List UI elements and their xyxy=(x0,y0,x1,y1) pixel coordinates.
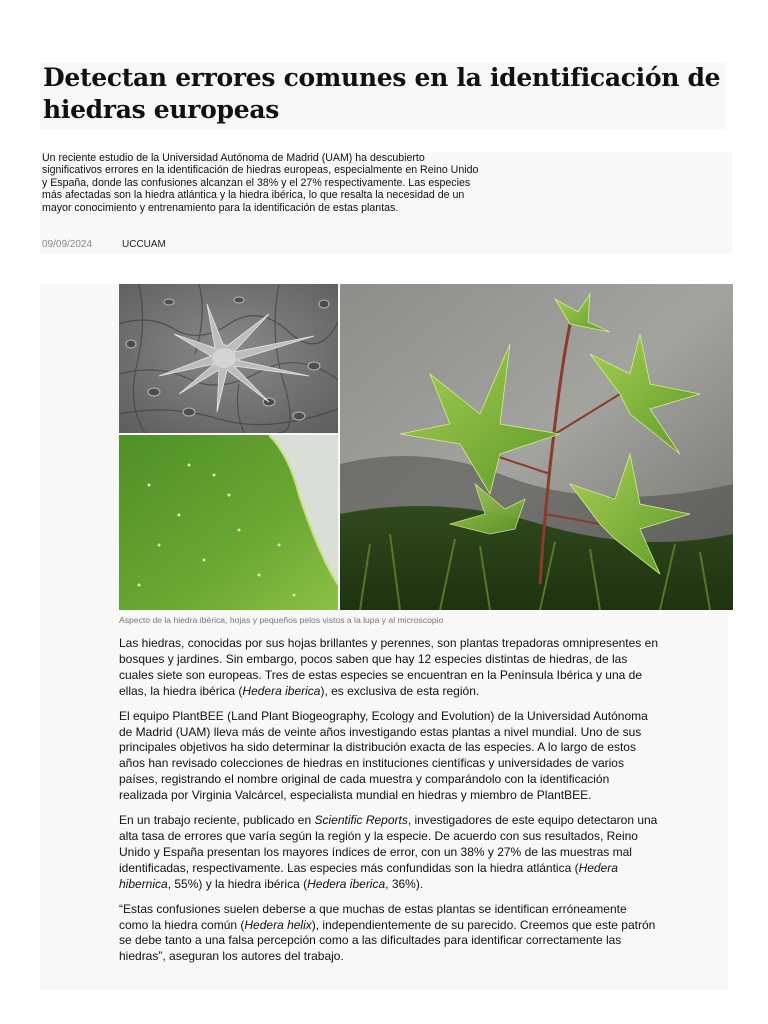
lead-block xyxy=(40,152,732,254)
ivy-plant-image xyxy=(340,284,733,610)
article-title: Detectan errores comunes en la identificación de hiedras europeas xyxy=(43,63,721,124)
article-text xyxy=(119,636,659,974)
article-lead: Un reciente estudio de la Universidad Autónoma de Madrid (UAM) ha descubierto significativos errores en la identificación de hiedras europeas, especialmente en Reino Unido y España, donde las confusiones alcanzan el 38% y el 27% respectivamente. Las especies más afectadas son la hiedra atlántica y la hiedra ibérica, lo que resalta la necesidad de un mayor conocimiento y entrenamiento para la identificación de estas plantas. xyxy=(42,152,479,214)
title-block xyxy=(40,62,726,130)
article-meta xyxy=(42,239,166,250)
leaf-closeup-image xyxy=(119,435,338,610)
article-figure xyxy=(119,284,733,610)
publish-date: 09/09/2024 xyxy=(42,239,93,250)
paragraph: En un trabajo reciente, publicado en Scientific Reports, investigadores de este equipo detectaron una alta tasa de errores que varía según la región y la especie. De acuerdo con sus resultados, Reino Unido y España presentan los mayores índices de error, con un 38% y 27% de las muestras mal identificadas, respectivamente. Las especies más confundidas son la hiedra atlántica (Hedera hibernica, 55%) y la hiedra ibérica (Hedera iberica, 36%). xyxy=(119,813,658,891)
paragraph: “Estas confusiones suelen deberse a que muchas de estas plantas se identifican erróneamente como la hiedra común (Hedera helix), independientemente de su parecido. Creemos que este patrón se debe tanto a una falsa percepción como a las dificultades para identificar correctamente las hiedras”, aseguran los autores del trabajo. xyxy=(119,901,656,964)
figure-caption: Aspecto de la hiedra ibérica, hojas y pequeños pelos vistos a la lupa y al microscopio xyxy=(119,615,444,625)
author-name[interactable]: UCCUAM xyxy=(122,239,166,250)
microscope-image xyxy=(119,284,338,433)
article-body-block xyxy=(40,284,728,990)
paragraph: Las hiedras, conocidas por sus hojas brillantes y perennes, son plantas trepadoras omnipresentes en bosques y jardines. Sin embargo, pocos saben que hay 12 especies distintas de hiedras, de las cuales siete son europeas. Tres de estas especies se encuentran en la Península Ibérica y una de ellas, la hiedra ibérica (Hedera iberica), es exclusiva de esta región. xyxy=(119,636,658,698)
paragraph: El equipo PlantBEE (Land Plant Biogeography, Ecology and Evolution) de la Universidad Autónoma de Madrid (UAM) lleva más de veinte años investigando estas plantas a nivel mundial. Uno de sus principales objetivos ha sido determinar la distribución exacta de las especies. A lo largo de estos años han revisado colecciones de hiedras en instituciones científicas y universidades de varios países, registrando el nombre original de cada muestra y comparándolo con la identificación realizada por Virginia Valcárcel, especialista mundial en hiedras y miembro de PlantBEE. xyxy=(119,708,648,803)
